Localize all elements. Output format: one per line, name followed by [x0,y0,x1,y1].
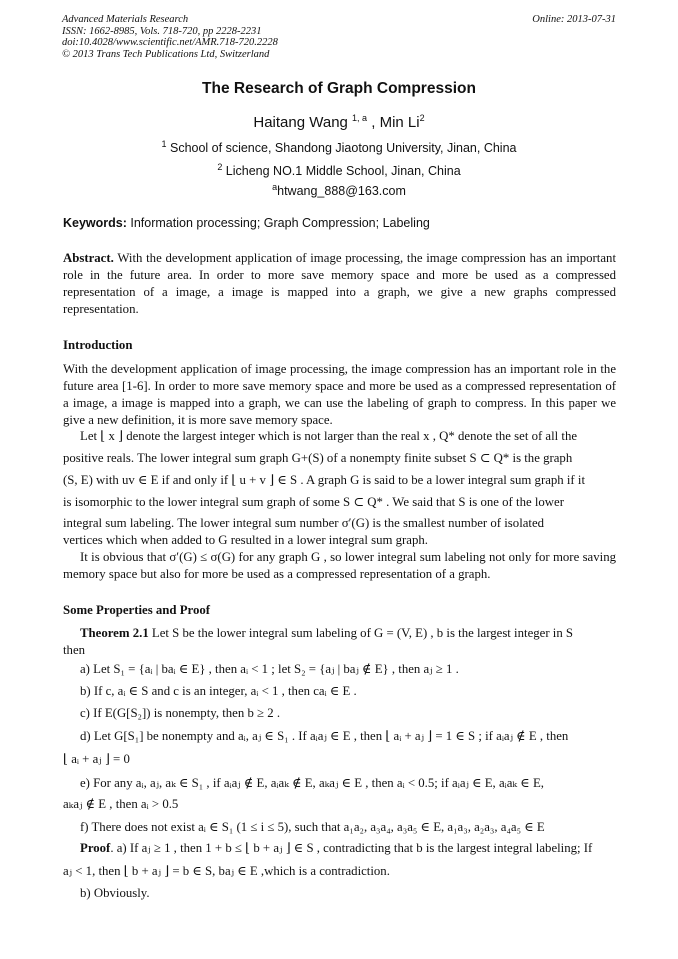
intro-p2-line-4: is isomorphic to the lower integral sum graph of some S ⊂ Q* . We said that S is one of the lower [63,495,564,509]
author-2-sup: 2 [419,113,425,123]
affiliation-1 [0,139,678,155]
item-a: a) Let S₁ = {aᵢ | baᵢ ∈ E} , then aᵢ < 1 ; let S₂ = {aⱼ | baⱼ ∉ E} , then aⱼ ≥ 1 . [80,662,459,676]
properties-heading: Some Properties and Proof [63,603,211,617]
item-b: b) If c, aᵢ ∈ S and c is an integer, aᵢ < 1 , then caᵢ ∈ E . [80,684,357,698]
item-e-line-2: aₖaⱼ ∉ E , then aᵢ > 0.5 [63,797,179,811]
theorem-label: Theorem 2.1 [80,626,149,640]
doi-line: doi:10.4028/www.scientific.net/AMR.718-720.2228 [62,37,278,48]
keywords-text: Information processing; Graph Compression; Labeling [126,216,430,230]
author-1-sup: 1, a [352,113,368,123]
item-e-line-1: e) For any aᵢ, aⱼ, aₖ ∈ S₁ , if aᵢaⱼ ∉ E, aᵢaₖ ∉ E, aₖaⱼ ∈ E , then aᵢ < 0.5; if aᵢaⱼ ∈ E, aᵢaₖ ∈ E, [80,776,544,790]
intro-paragraph-3: It is obvious that σ′(G) ≤ σ(G) for any graph G , so lower integral sum labeling not only for more saving memory space but also for more be used as a compressed representation of a graph. [63,550,616,581]
email-text: htwang_888@163.com [277,184,406,199]
affiliation-2-sup: 2 [217,162,223,172]
intro-p2-line-6: vertices which when added to G resulted in a lower integral sum graph. [63,533,428,547]
proof-line-2: aⱼ < 1, then ⌊ b + aⱼ ⌋ = b ∈ S, baⱼ ∈ E ,which is a contradiction. [63,864,390,878]
intro-paragraph-1: With the development application of image processing, the image compression has an important role in the future area [1-6]. In order to more save memory space and more be used as a compressed representation of a image, a image is mapped into a graph, we can use the labeling of graph to compress. In this paper we give a new definition, it is more save memory space. [63,362,616,427]
intro-p2-line-3: (S, E) with uv ∈ E if and only if ⌊ u + v ⌋ ∈ S . A graph G is said to be a lower integral sum graph if it [63,473,586,487]
keywords [63,216,616,230]
author-email [0,182,678,198]
affiliation-1-text: School of science, Shandong Jiaotong University, Jinan, China [166,141,517,156]
item-d-line-1: d) Let G[S₁] be nonempty and aᵢ, aⱼ ∈ S₁ . If aᵢaⱼ ∈ E , then ⌊ aᵢ + aⱼ ⌋ = 1 ∈ S ; if aᵢaⱼ ∉ E , then [80,729,569,743]
theorem-2-1 [80,626,616,641]
author-separator: , [367,114,380,131]
author-line [0,113,678,131]
issn-line: ISSN: 1662-8985, Vols. 718-720, pp 2228-2231 [62,25,262,37]
keywords-label: Keywords: [63,216,127,230]
copyright-line: © 2013 Trans Tech Publications Ltd, Switzerland [62,48,270,60]
proof-line-3: b) Obviously. [80,886,150,900]
affiliation-2 [0,162,678,178]
author-1: Haitang Wang [253,114,348,131]
abstract-label: Abstract. [63,251,114,265]
abstract [63,250,616,318]
abstract-text: With the development application of image processing, the image compression has an important role in the future area. In order to more save memory space and more be used as a compressed representation of a image, a image is mapped into a graph, we give a new graphs compressed representation. [63,251,616,316]
intro-p2-line-1: Let ⌊ x ⌋ denote the largest integer which is not larger than the real x , Q* denote the set of all the [80,429,578,443]
item-f: f) There does not exist aᵢ ∈ S₁ (1 ≤ i ≤ 5), such that a₁a₂, a₃a₄, a₃a₅ ∈ E, a₁a₃, a₂a₃, a₄a₅ ∈ E [80,820,545,834]
online-date: Online: 2013-07-31 [532,14,616,25]
item-c: c) If E(G[S₂]) is nonempty, then b ≥ 2 . [80,706,281,720]
intro-p2-line-5: integral sum labeling. The lower integral sum number σ′(G) is the smallest number of isolated [63,516,545,530]
email-sup: a [272,182,278,192]
intro-p2-line-2: positive reals. The lower integral sum graph G+(S) of a nonempty finite subset S ⊂ Q* is the graph [63,451,573,465]
introduction-heading: Introduction [63,338,133,352]
author-2: Min Li [379,114,420,131]
journal-header [62,14,616,60]
theorem-text: Let S be the lower integral sum labeling of G = (V, E) , b is the largest integer in S [148,626,574,640]
proof-line-1 [80,841,616,856]
item-d-line-2: ⌊ aᵢ + aⱼ ⌋ = 0 [63,752,130,766]
affiliation-1-sup: 1 [161,139,167,149]
theorem-then: then [63,643,86,657]
proof-label: Proof [80,841,111,855]
journal-name: Advanced Materials Research [62,14,189,25]
proof-text-1: . a) If aⱼ ≥ 1 , then 1 + b ≤ ⌊ b + aⱼ ⌋ ∈ S , contradicting that b is the largest integral labeling; If [110,841,593,855]
affiliation-2-text: Licheng NO.1 Middle School, Jinan, China [222,164,461,179]
paper-title: The Research of Graph Compression [202,80,476,97]
